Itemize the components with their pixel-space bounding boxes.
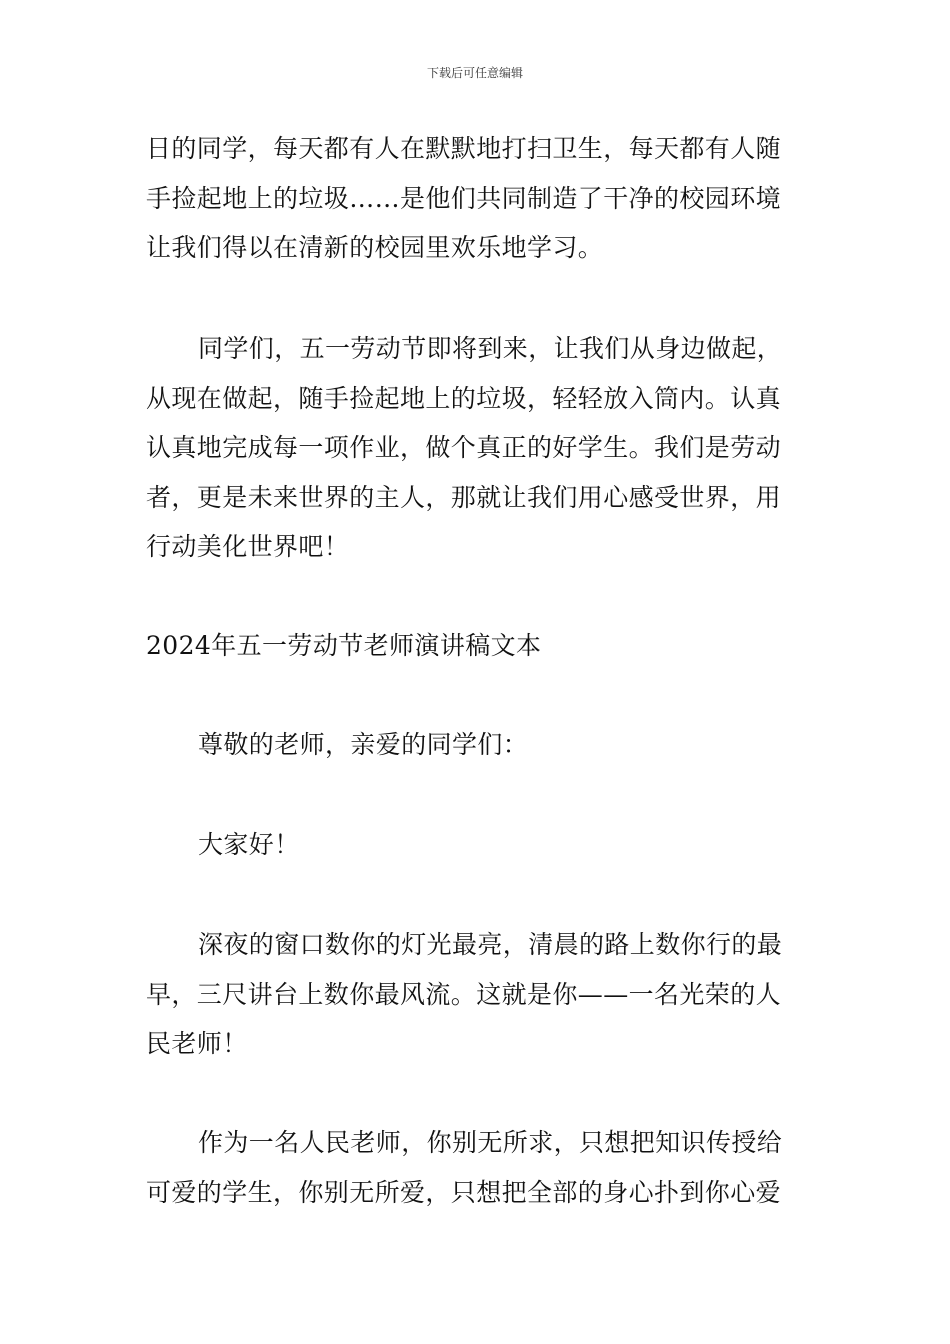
- paragraph-2: [146, 324, 811, 572]
- text-line: 民老师！: [146, 1029, 248, 1058]
- section-title: [146, 621, 811, 671]
- greeting: [146, 820, 811, 870]
- text-line: 认真地完成每一项作业，做个真正的好学生。我们是劳动: [146, 433, 782, 462]
- section-title-text: 2024年五一劳动节老师演讲稿文本: [146, 631, 542, 660]
- text-line: 作为一名人民老师，你别无所求，只想把知识传授给: [198, 1128, 783, 1157]
- text-line: 日的同学，每天都有人在默默地打扫卫生，每天都有人随: [146, 134, 782, 163]
- text-line: 行动美化世界吧！: [146, 532, 350, 561]
- text-line: 同学们，五一劳动节即将到来，让我们从身边做起，: [198, 334, 783, 363]
- paragraph-1: [146, 124, 811, 273]
- text-line: 让我们得以在清新的校园里欢乐地学习。: [146, 233, 604, 262]
- text-line: 者，更是未来世界的主人，那就让我们用心感受世界，用: [146, 482, 782, 512]
- text-line: 尊敬的老师，亲爱的同学们：: [198, 730, 529, 759]
- text-line: 可爱的学生，你别无所爱，只想把全部的身心扑到你心爱: [146, 1177, 782, 1207]
- salutation: [146, 720, 811, 770]
- paragraph-4: [146, 1118, 811, 1217]
- text-line: 深夜的窗口数你的灯光最亮，清晨的路上数你行的最: [198, 930, 783, 959]
- text-line: 从现在做起，随手捡起地上的垃圾，轻轻放入筒内。认真: [146, 383, 782, 413]
- paragraph-3: [146, 920, 811, 1069]
- page-header: 下载后可任意编辑: [426, 66, 523, 80]
- text-line: 早，三尺讲台上数你最风流。这就是你——一名光荣的人: [146, 979, 782, 1009]
- text-line: 大家好！: [198, 830, 300, 859]
- text-line: 手捡起地上的垃圾……是他们共同制造了干净的校园环境: [146, 183, 782, 213]
